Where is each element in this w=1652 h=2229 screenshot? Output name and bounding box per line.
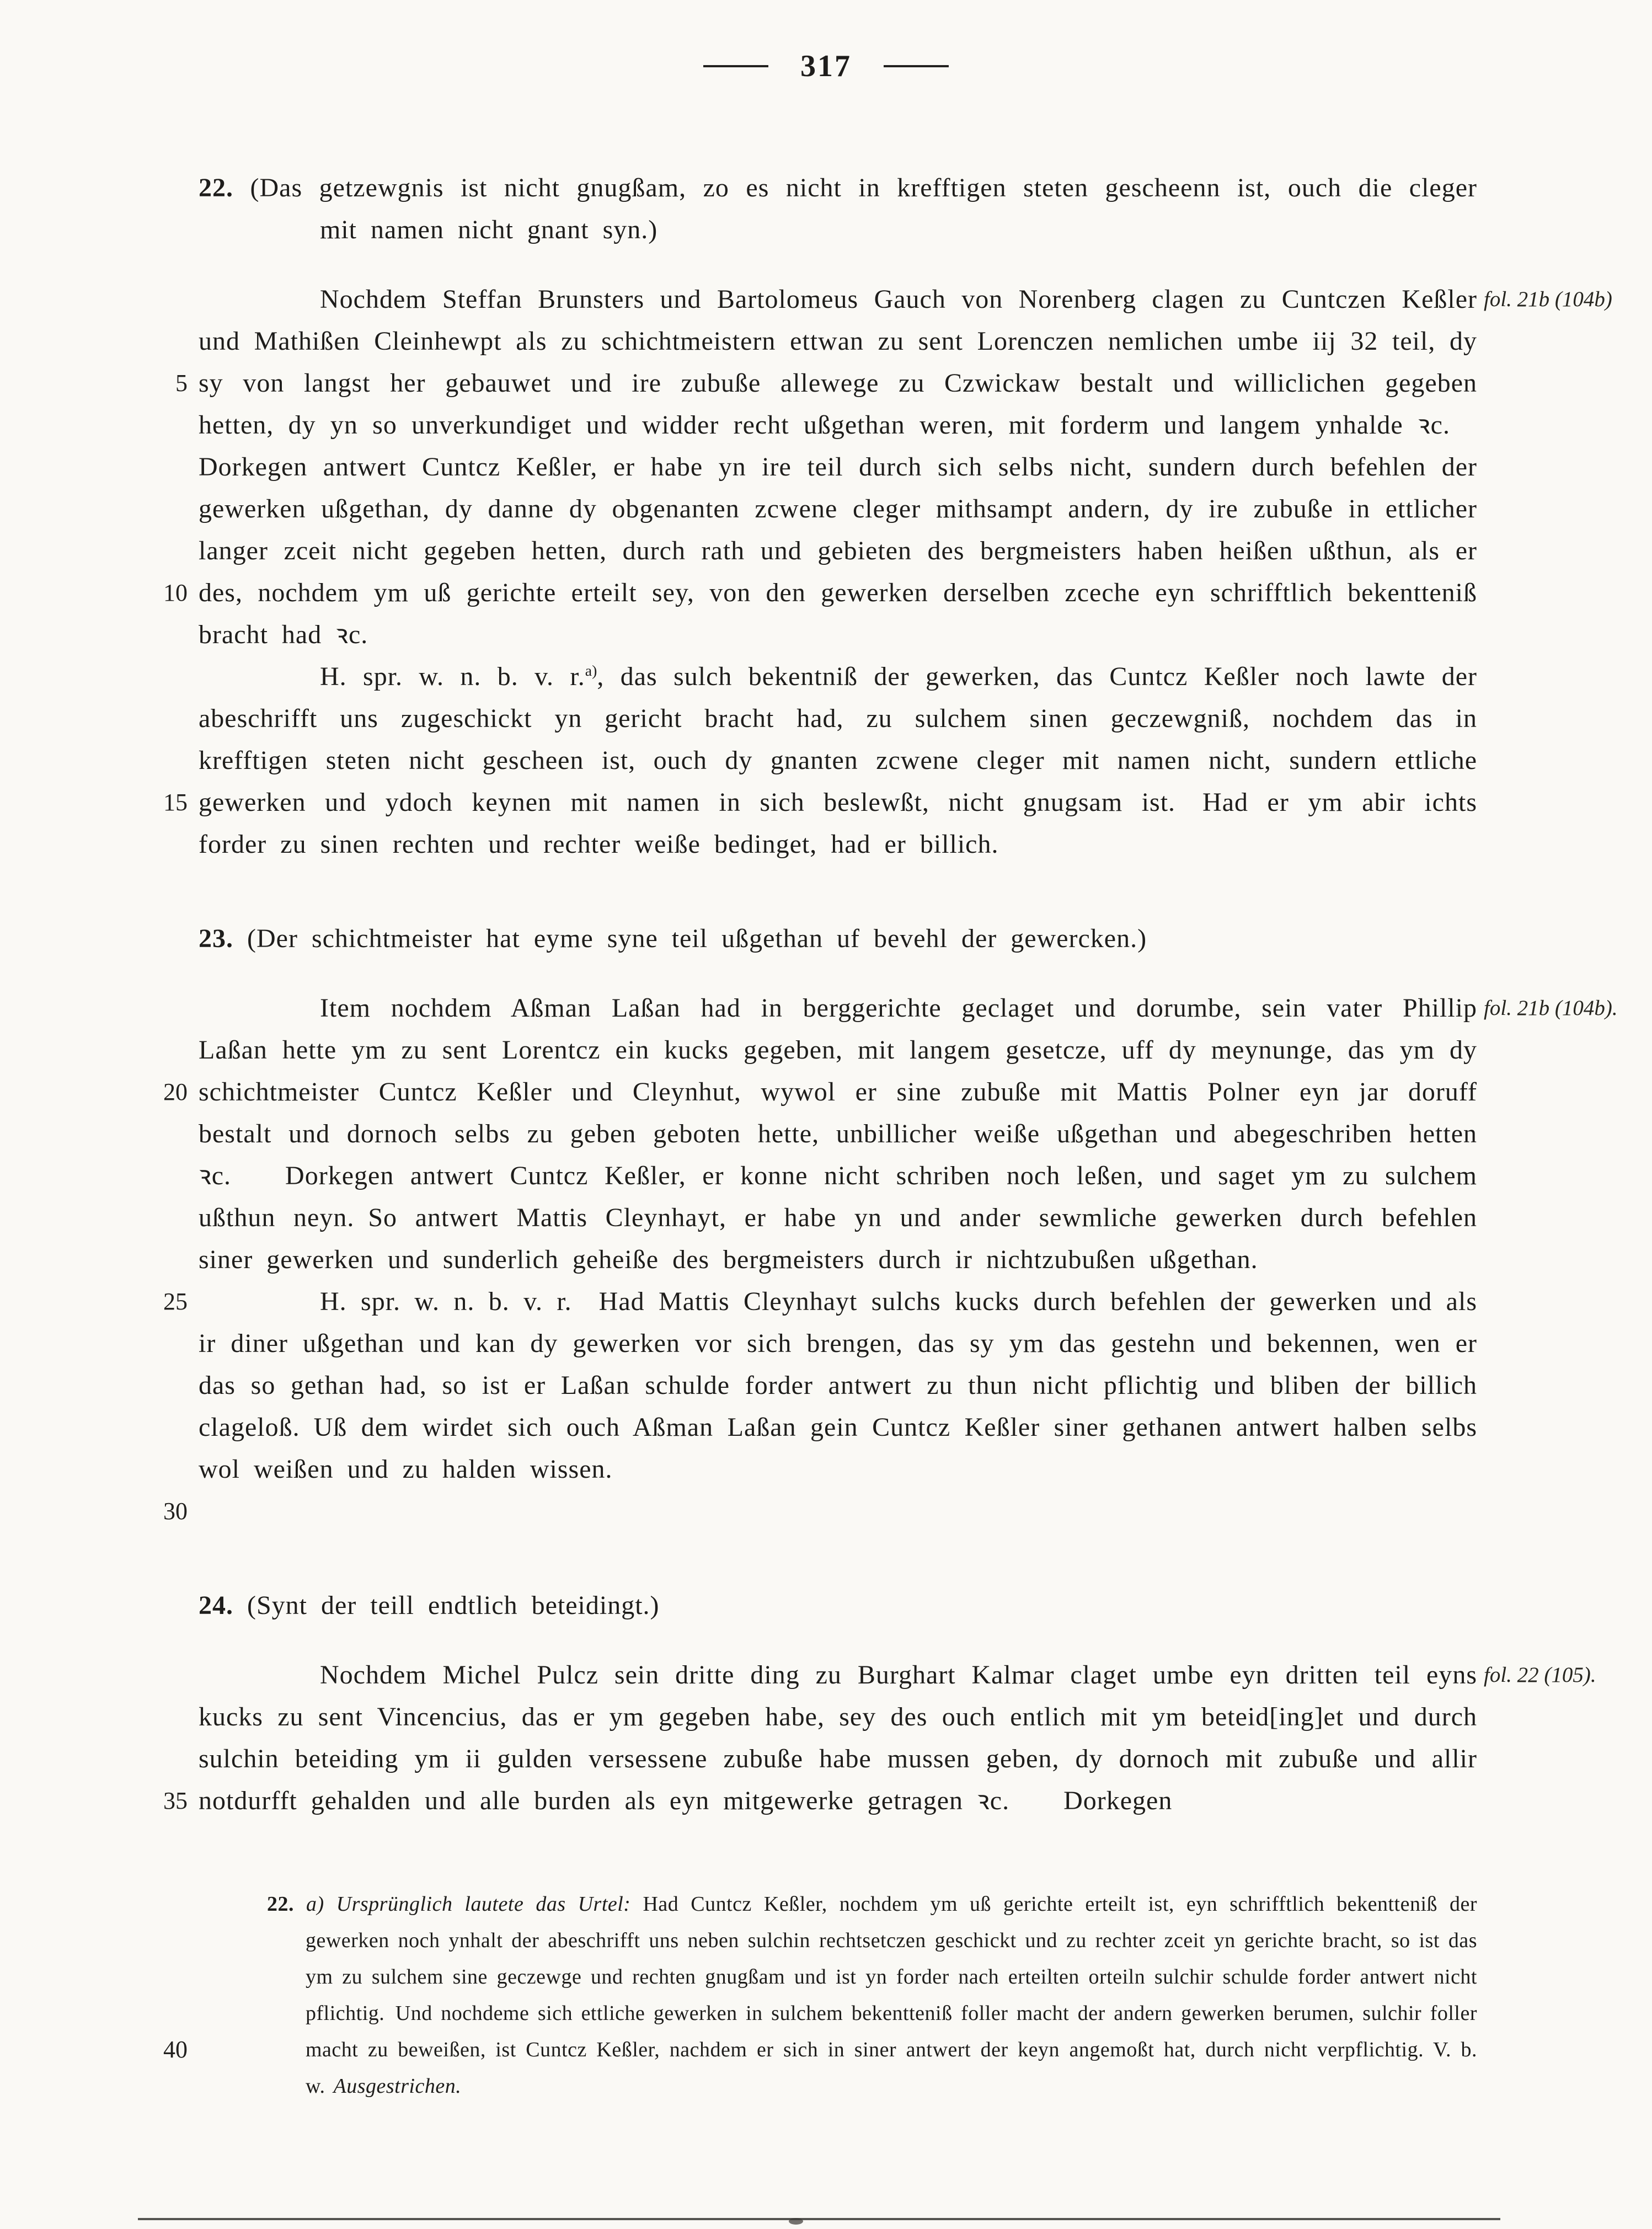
page-number-rule-left	[703, 65, 768, 67]
section-24-heading	[199, 1585, 1477, 1627]
section-22	[199, 167, 1477, 865]
footnote-text: Had Cuntcz Keßler, nochdem ym uß gerichte erteilt ist, eyn schrifftlich bekentteniß der gewerken noch ynhalt der abeschrifft uns neben sulchin rechtsetczen geschickt und zu rechter zceit yn gerichte bracht, so ist das ym zu sulchem sine geczewge und rechten gnugßam und ist yn forder nach erteilten orteiln sulchir schulde forder antwert nicht pflichtig. Und nochdeme sich ettliche gewerken in sulchem bekentteniß foller macht der andern gewerken berumen, sulchir foller macht zu beweißen, ist Cuntcz Keßler, nachdem er sich in siner antwert der keyn angemoßt hat, durch nicht verpflichtig. V. b. w.	[306, 1893, 1478, 2098]
folio-reference: fol. 21b (104b)	[1484, 287, 1612, 311]
section-24-paragraph-1	[199, 1654, 1477, 1822]
margin-line-number: 25	[163, 1288, 188, 1315]
margin-line-number: 10	[163, 579, 188, 606]
folio-reference: fol. 21b (104b).	[1484, 996, 1618, 1020]
footnote-number: 22.	[267, 1893, 294, 1916]
section-24-heading-text: (Synt der teill endtlich beteidingt.)	[247, 1591, 660, 1620]
section-22-heading	[199, 167, 1477, 251]
section-22-number: 22.	[199, 173, 233, 202]
section-22-paragraph-2	[199, 656, 1477, 865]
section-23-paragraph-1	[199, 987, 1477, 1281]
paragraph-text: H. spr. w. n. b. v. r. Had Mattis Cleynhayt sulchs kucks durch befehlen der gewerken und als ir diner ußgethan und kan dy gewerken vor sich brengen, das sy ym das gestehn und bekennen, wen er das so gethan had, so ist er Laßan schulde forder antwert zu thun nicht pflichtig und bliben der billich clageloß. Uß dem wirdet sich ouch Aßman Laßan gein Cuntcz Keßler siner gethanen antwert halben selbs wol weißen und zu halden wissen.	[199, 1287, 1477, 1484]
folio-reference: fol. 22 (105).	[1484, 1663, 1596, 1687]
footnote-22a	[267, 1886, 1478, 2104]
section-23-paragraph-2	[199, 1281, 1477, 1490]
paragraph-text: Item nochdem Aßman Laßan had in berggerichte geclaget und dorumbe, sein vater Phillip Laßan hette ym zu sent Lorentcz ein kucks gegeben, mit langem gesetcze, uff dy meynunge, das ym dy schichtmeister Cuntcz Keßler und Cleynhut, wywol er sine zubuße mit Mattis Polner eyn jar doruff bestalt und dornoch selbs zu geben geboten hette, unbillicher weiße ußgethan und abegeschriben hetten ꝛc. Dorkegen antwert Cuntcz Keßler, er konne nicht schriben noch leßen, und saget ym zu sulchem ußthun neyn. So antwert Mattis Cleynhayt, er habe yn und ander sewmliche gewerken durch befehlen siner gewerken und sunderlich geheiße des bergmeisters durch ir nichtzubußen ußgethan.	[199, 993, 1477, 1274]
margin-line-number: 35	[163, 1787, 188, 1814]
margin-line-number: 15	[163, 789, 188, 816]
footnote-intro: Ursprünglich lautete das Urtel:	[336, 1893, 631, 1916]
paragraph-text: Nochdem Steffan Brunsters und Bartolomeus Gauch von Norenberg clagen zu Cuntczen Keßler und Mathißen Cleinhewpt als zu schichtmeistern ettwan zu sent Lorenczen nemlichen umbe iij 32 teil, dy sy von langst her gebauwet und ire zubuße allewege zu Czwickaw bestalt und williclichen gegeben hetten, dy yn so unverkundiget und widder recht ußgethan weren, mit forderm und langem ynhalde ꝛc. Dorkegen antwert Cuntcz Keßler, er habe yn ire teil durch sich selbs nicht, sundern durch befehlen der gewerken ußgethan, dy danne dy obgenanten zcwene cleger mithsampt andern, dy ire zubuße in ettlicher langer zceit nicht gegeben hetten, durch rath und gebieten des bergmeisters haben heißen ußthun, als er des, nochdem ym uß gerichte erteilt sey, von den gewerken derselben zceche eyn schrifftlich bekentteniß bracht had ꝛc.	[199, 285, 1477, 649]
section-24-number: 24.	[199, 1591, 233, 1620]
section-22-heading-text: (Das getzewgnis ist nicht gnugßam, zo es nicht in krefftigen steten gescheenn ist, ouch die cleger mit namen nicht gnant syn.)	[250, 173, 1478, 244]
footnote-marker: a)	[306, 1893, 324, 1916]
footnote-marker-a: a)	[585, 662, 597, 680]
margin-line-number: 20	[163, 1078, 188, 1105]
page-number-rule-right	[884, 65, 949, 67]
section-23-heading	[199, 918, 1477, 960]
margin-line-number: 40	[163, 2036, 188, 2063]
paragraph-text: , das sulch bekentniß der gewerken, das Cuntcz Keßler noch lawte der abeschrifft uns zugeschickt yn gericht bracht had, zu sulchem sinen geczewgniß, nochdem das in krefftigen steten nicht gescheen ist, ouch dy gnanten zcwene cleger mit namen nicht, sundern ettliche gewerken und ydoch keynen mit namen in sich beslewßt, nicht gnugsam ist. Had er ym abir ichts forder zu sinen rechten und rechter weiße bedinget, had er billich.	[199, 662, 1478, 859]
section-24	[199, 1585, 1477, 1822]
paragraph-text: Nochdem Michel Pulcz sein dritte ding zu Burghart Kalmar claget umbe eyn dritten teil eyns kucks zu sent Vincencius, das er ym gegeben habe, sey des ouch entlich mit ym beteid[ing]et und durch sulchin beteiding ym ii gulden versessene zubuße habe mussen geben, dy dornoch mit zubuße und allir notdurfft gehalden und alle burden als eyn mitgewerke getragen ꝛc. Dorkegen	[199, 1660, 1477, 1815]
page-number: 317	[800, 49, 852, 83]
footnote-closing: Ausgestrichen.	[333, 2075, 462, 2098]
margin-line-number: 30	[163, 1498, 188, 1525]
scan-artifact-line	[138, 2218, 1500, 2220]
section-23-heading-text: (Der schichtmeister hat eyme syne teil ußgethan uf bevehl der gewercken.)	[247, 924, 1147, 953]
scan-artifact-blob	[789, 2218, 803, 2225]
margin-line-number: 5	[175, 370, 188, 397]
page-header	[0, 47, 1652, 85]
section-22-paragraph-1	[199, 279, 1477, 656]
section-23-number: 23.	[199, 924, 233, 953]
section-23	[199, 918, 1477, 1490]
paragraph-text: H. spr. w. n. b. v. r.	[320, 662, 585, 691]
footnote-block	[267, 1886, 1477, 2104]
